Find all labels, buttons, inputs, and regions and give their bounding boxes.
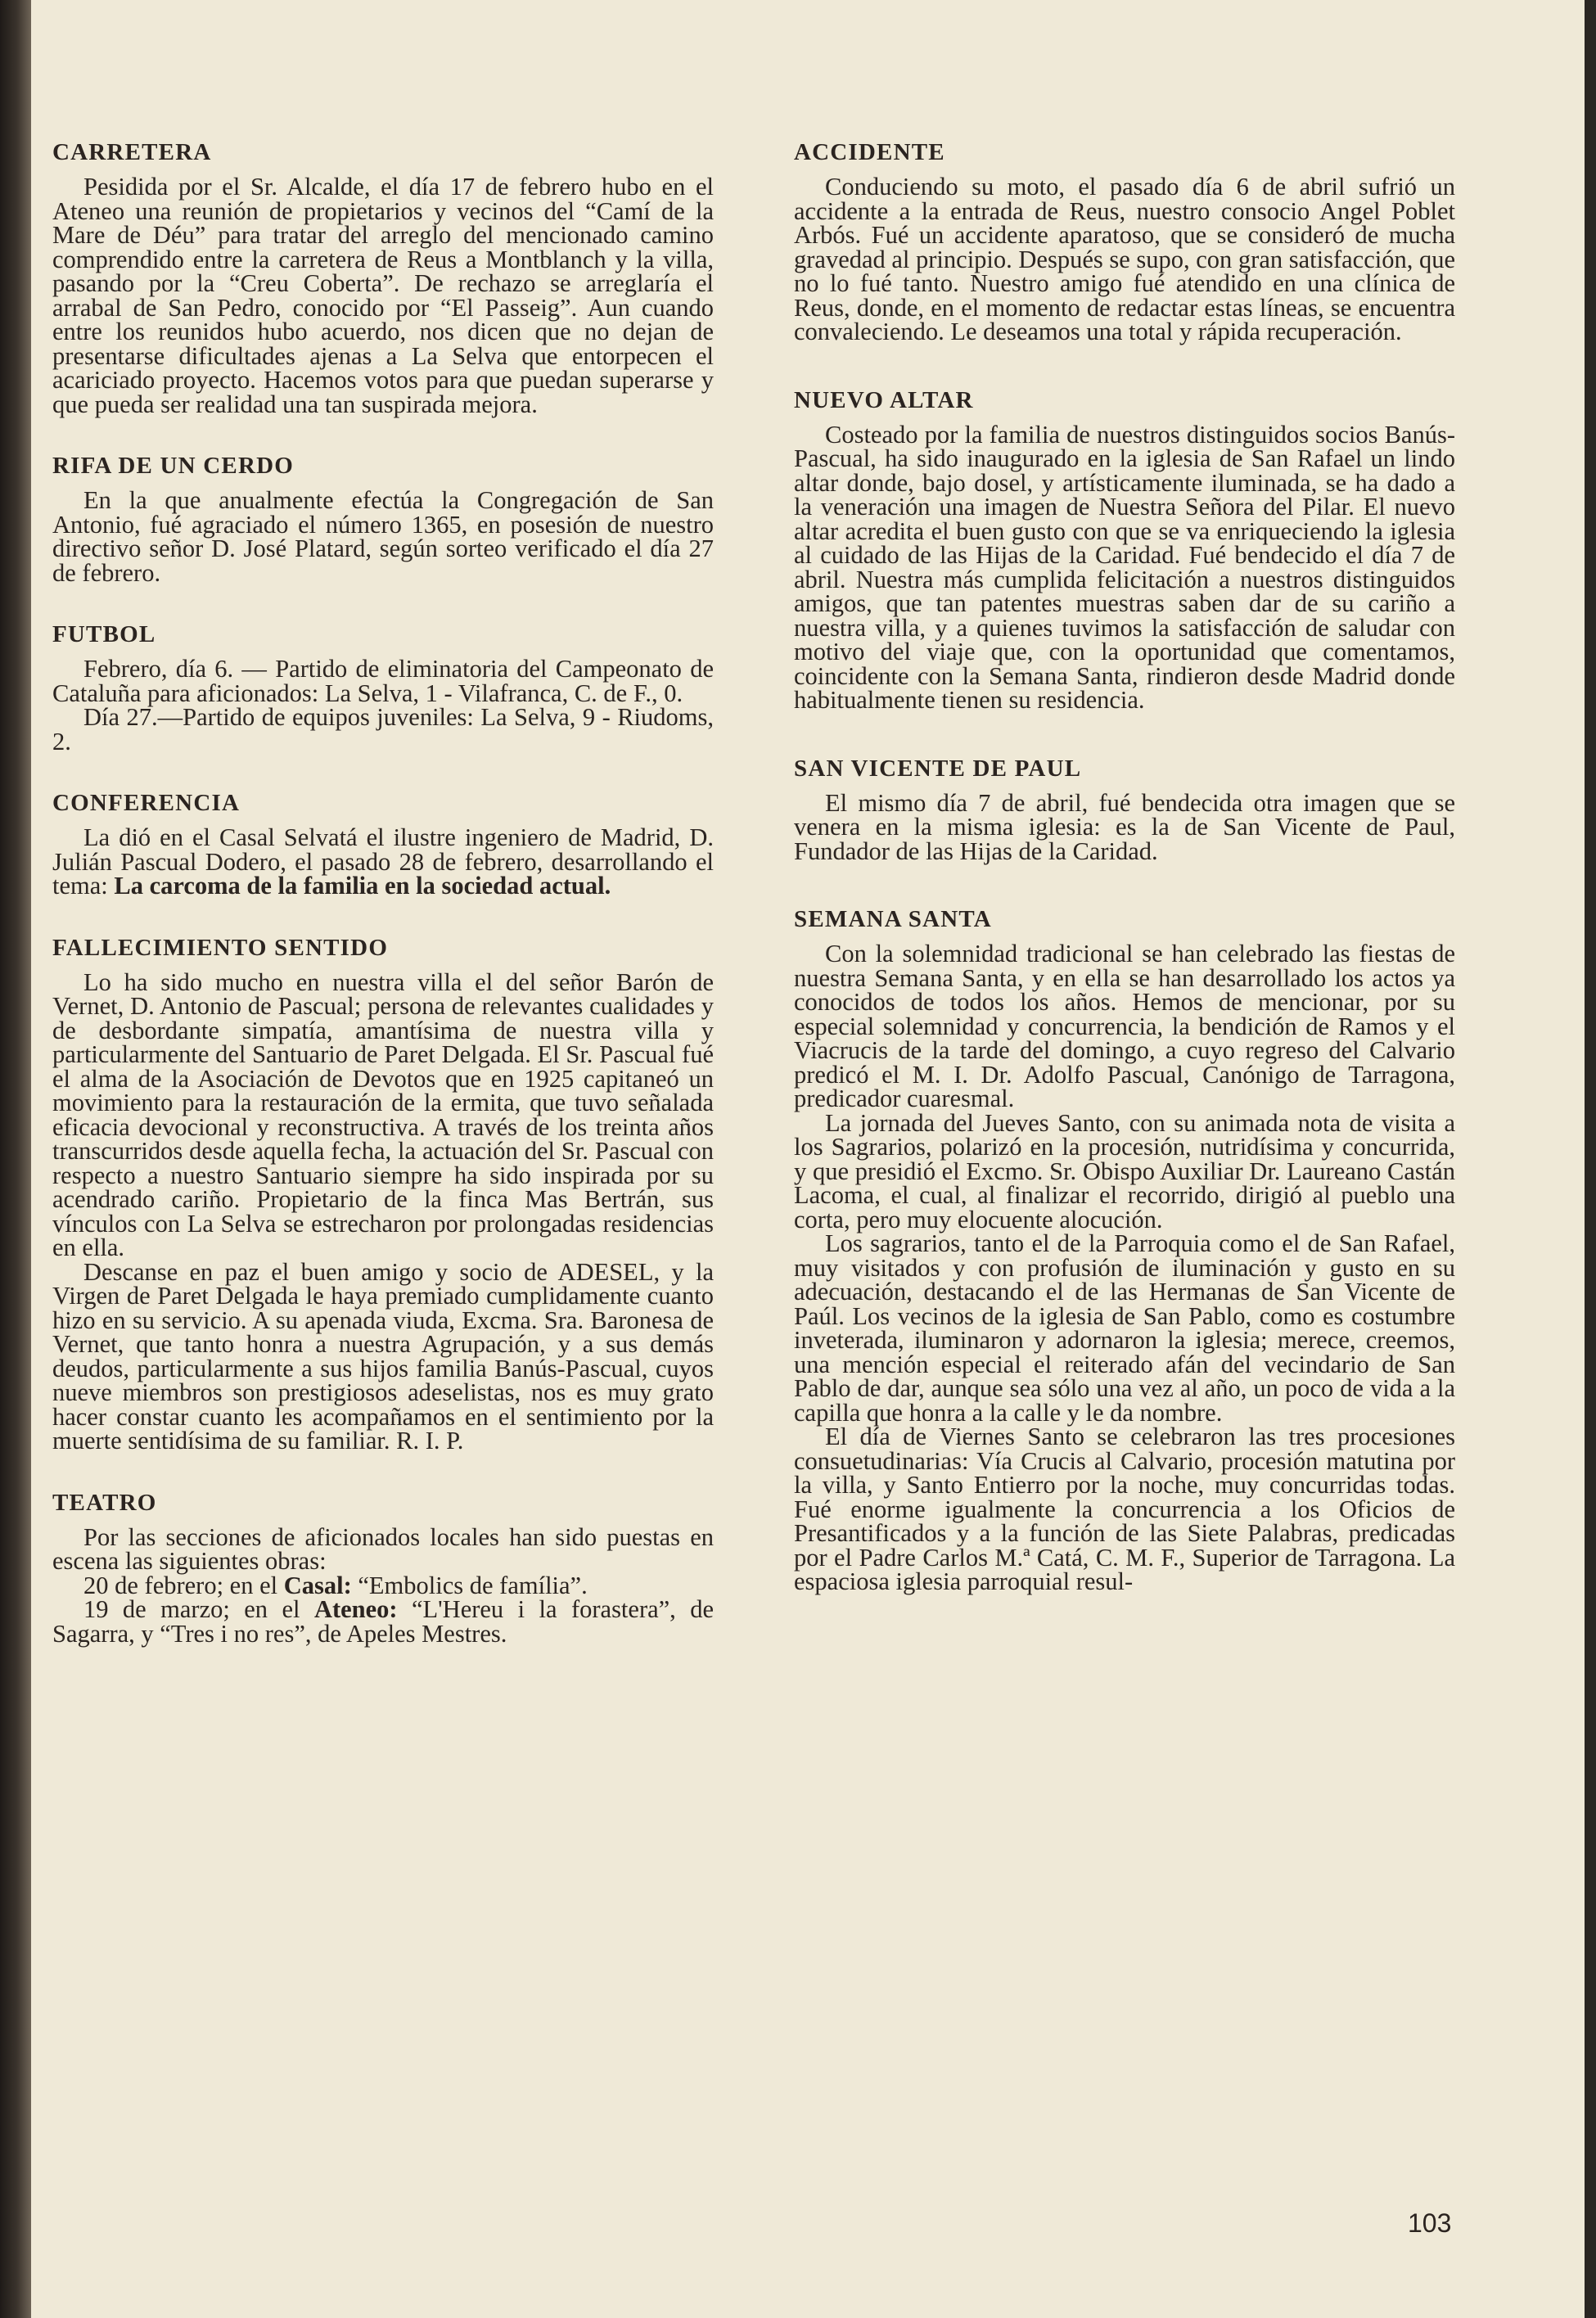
article-title: CONFERENCIA	[52, 790, 241, 816]
article-nuevo-altar	[794, 387, 1455, 713]
article-paragraph: Pesidida por el Sr. Alcalde, el día 17 de febrero hubo en el Ateneo una reunión de propietarios y vecinos del “Camí de la Mare de Déu” para tratar del arreglo del mencionado camino comprendido entre la carretera de Reus a Montblanch y la villa, pasando por la “Creu Coberta”. De rechazo se arreglaría el arrabal de San Pedro, conocido por “El Passeig”. Aun cuando entre los reunidos hubo acuerdo, nos dicen que no dejan de presentarse dificultades ajenas a La Selva que entorpecen el acariciado proyecto. Hacemos votos para que puedan superarse y que pueda ser realidad una tan suspirada mejora.	[52, 173, 714, 418]
article-title: SAN VICENTE DE PAUL	[794, 755, 1082, 782]
article-title: FALLECIMIENTO SENTIDO	[52, 934, 389, 961]
article-san-vicente	[794, 755, 1455, 864]
article-paragraph: Día 27.—Partido de equipos juveniles: La Selva, 9 - Riudoms, 2.	[52, 703, 714, 755]
right-column	[794, 139, 1455, 1637]
article-accidente	[794, 139, 1455, 345]
article-title: ACCIDENTE	[794, 139, 945, 165]
lecture-topic: La carcoma de la familia en la sociedad actual.	[114, 872, 611, 900]
article-paragraph: Los sagrarios, tanto el de la Parroquia como el de San Rafael, muy visitados y con profusión de iluminación y gusto en su adecuación, destacando el de las Hermanas de San Vicente de Paúl. Los vecinos de la iglesia de San Pablo, como es costumbre inveterada, iluminaron y adornaron la iglesia; merece, creemos, una mención especial el reiterado afán del vecindario de San Pablo de dar, aunque sea sólo una vez al año, un poco de vida a la capilla que honra a la calle y le da nombre.	[794, 1229, 1455, 1427]
article-paragraph: Por las secciones de aficionados locales han sido puestas en escena las siguientes obras:	[52, 1522, 714, 1575]
article-paragraph: Conduciendo su moto, el pasado día 6 de abril sufrió un accidente a la entrada de Reus, nuestro consocio Angel Poblet Arbós. Fué un accidente aparatoso, que se consideró de mucha gravedad al principio. Después se supo, con gran satisfacción, que no lo fué tanto. Nuestro amigo fué atendido en una clínica de Reus, donde, en el momento de redactar estas líneas, se encuentra convaleciendo. Le deseamos una total y rápida recuperación.	[794, 173, 1455, 345]
article-paragraph: Lo ha sido mucho en nuestra villa el del señor Barón de Vernet, D. Antonio de Pascual; persona de relevantes cualidades y de desbordante simpatía, amantísima de nuestra villa y particularmente del Santuario de Paret Delgada. El Sr. Pascual fué el alma de la Asociación de Devotos que en 1925 capitaneó un movimiento para la restauración de la ermita, que tuvo señalada eficacia devocional y reconstructiva. A través de los treinta años transcurridos desde aquella fecha, la actuación del Sr. Pascual con respecto a nuestro Santuario siempre ha sido inspirada por su acendrado cariño. Propietario de la finca Mas Bertrán, sus vínculos con La Selva se estrecharon por prolongadas residencias en ella.	[52, 967, 714, 1261]
venue-name: Ateneo:	[313, 1595, 398, 1623]
article-text: 20 de febrero; en el	[83, 1571, 278, 1599]
magazine-page	[31, 0, 1585, 2318]
article-semana-santa	[794, 906, 1455, 1594]
article-text: “Embolics de família”.	[358, 1571, 588, 1599]
article-conferencia	[52, 790, 714, 899]
article-paragraph: En la que anualmente efectúa la Congregación de San Antonio, fué agraciado el número 1365, en posesión de nuestro directivo señor D. José Platard, según sorteo verificado el día 27 de febrero.	[52, 486, 714, 587]
article-text: La dió en el Casal Selvatá el ilustre ingeniero de Madrid, D. Julián Pascual Dodero, el pasado 28 de febrero, desarrollando el tema:	[52, 823, 714, 900]
article-text: 19 de marzo; en el	[83, 1595, 300, 1623]
article-teatro	[52, 1490, 714, 1647]
article-paragraph	[52, 823, 714, 900]
article-futbol	[52, 621, 714, 754]
left-column	[52, 139, 714, 1682]
article-carretera	[52, 139, 714, 417]
article-text: “L'Hereu i la forastera”, de Sagarra, y “Tres i no res”, de Apeles Mestres.	[52, 1595, 715, 1648]
article-paragraph	[52, 1571, 714, 1599]
article-title: TEATRO	[52, 1489, 157, 1516]
article-paragraph: La jornada del Jueves Santo, con su animada nota de visita a los Sagrarios, polarizó en la procesión, nutridísima y concurrida, y que presidió el Excmo. Sr. Obispo Auxiliar Dr. Laureano Castán Lacoma, el cual, al finalizar el recorrido, dirigió al pueblo una corta, pero muy elocuente alocución.	[794, 1108, 1455, 1233]
article-paragraph	[52, 1595, 715, 1648]
article-paragraph: Costeado por la familia de nuestros distinguidos socios Banús-Pascual, ha sido inaugurado en la iglesia de San Rafael un lindo altar donde, bajo dosel, y artísticamente iluminada, se ha dado a la veneración una imagen de Nuestra Señora del Pilar. El nuevo altar acredita el buen gusto con que se va enriqueciendo la iglesia al cuidado de las Hijas de la Caridad. Fué bendecido el día 7 de abril. Nuestra más cumplida felicitación a nuestros distinguidos amigos, que tan patentes muestras saben dar de su cariño a nuestra villa, y a quienes tuvimos la satisfacción de saludar con motivo del viaje que, con la oportunidad que comentamos, coincidente con la Semana Santa, rindieron desde Madrid donde habitualmente tienen su residencia.	[794, 420, 1455, 714]
page-number: 103	[1408, 2208, 1452, 2238]
article-paragraph: El mismo día 7 de abril, fué bendecida otra imagen que se venera en la misma iglesia: es la de San Vicente de Paul, Fundador de las Hijas de la Caridad.	[794, 788, 1455, 865]
article-fallecimiento	[52, 935, 714, 1454]
article-paragraph: Con la solemnidad tradicional se han celebrado las fiestas de nuestra Semana Santa, y en ella se han desarrollado los actos ya conocidos de todos los años. Hemos de mencionar, por su especial solemnidad y concurrencia, la bendición de Ramos y el Viacrucis de la tarde del domingo, a cuyo regreso del Calvario predicó el M. I. Dr. Adolfo Pascual, Canónigo de Tarragona, predicador cuaresmal.	[794, 940, 1455, 1112]
article-paragraph: Descanse en paz el buen amigo y socio de ADESEL, y la Virgen de Paret Delgada le haya premiado cumplidamente cuanto hizo en su servicio. A su apenada viuda, Excma. Sra. Baronesa de Vernet, que tanto honra a nuestra Agrupación, y a sus demás deudos, particularmente a sus hijos familia Banús-Pascual, cuyos nueve miembros son prestigiosos adeselistas, nos es muy grato hacer constar cuanto les acompañamos en el sentimiento por la muerte sentidísima de su familiar. R. I. P.	[52, 1257, 714, 1454]
article-title: CARRETERA	[52, 139, 212, 165]
book-spine	[0, 0, 31, 2318]
article-title: FUTBOL	[52, 621, 156, 647]
article-title: NUEVO ALTAR	[794, 386, 974, 413]
article-paragraph: Febrero, día 6. — Partido de eliminatoria del Campeonato de Cataluña para aficionados: La Selva, 1 - Vilafranca, C. de F., 0.	[52, 655, 714, 707]
article-title: SEMANA SANTA	[794, 906, 992, 932]
article-title: RIFA DE UN CERDO	[52, 453, 294, 479]
venue-name: Casal:	[283, 1571, 352, 1599]
article-paragraph: El día de Viernes Santo se celebraron las tres procesiones consuetudinarias: Vía Crucis al Calvario, procesión matutina por la villa, y Santo Entierro por la noche, muy concurridas todas. Fué enorme igualmente la concurrencia a los Oficios de Presantificados y a la función de las Siete Palabras, predicadas por el Padre Carlos M.ª Catá, C. M. F., Superior de Tarragona. La espaciosa iglesia parroquial resul-	[794, 1423, 1455, 1595]
article-rifa	[52, 453, 714, 585]
